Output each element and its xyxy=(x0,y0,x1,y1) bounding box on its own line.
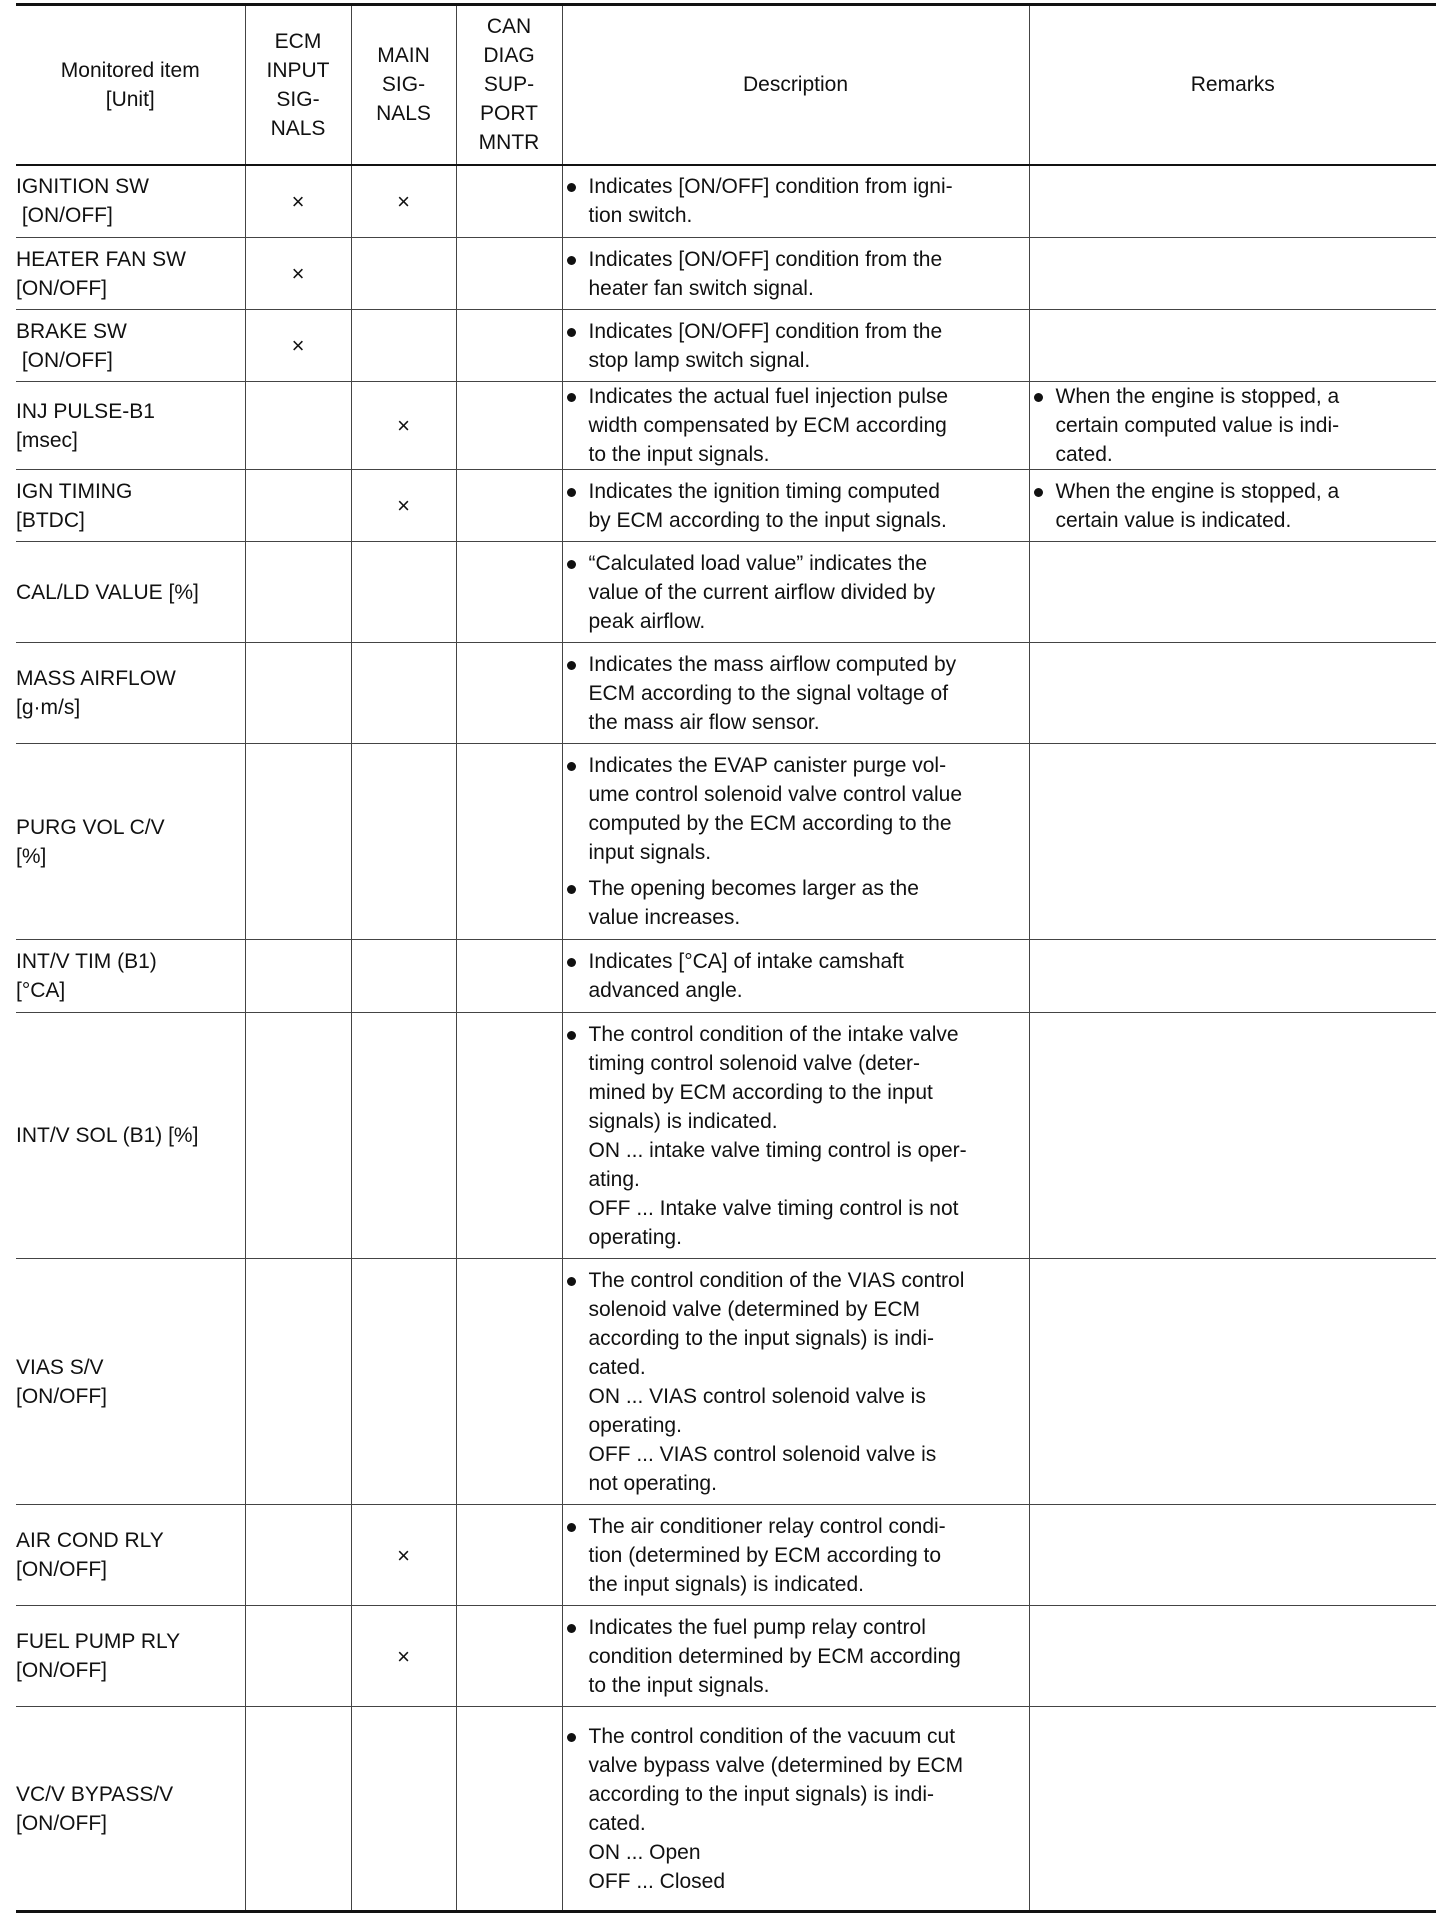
monitored-item-cell xyxy=(16,643,245,744)
main-mark-cell xyxy=(351,744,456,940)
bullet-dot-icon xyxy=(567,1523,576,1532)
table-header-row xyxy=(16,5,1436,165)
monitored-item-cell xyxy=(16,940,245,1013)
ecm-mark-cell xyxy=(245,744,351,940)
ecm-mark-cell xyxy=(245,1505,351,1606)
can-mark-cell xyxy=(456,165,562,238)
text-line: Indicates the fuel pump relay control xyxy=(588,1615,926,1639)
item-line: [ON/OFF] xyxy=(16,204,113,228)
text-line: operating. xyxy=(588,1413,682,1437)
text-line: condition determined by ECM according xyxy=(588,1644,961,1668)
can-mark-cell xyxy=(456,542,562,643)
table-row xyxy=(16,1707,1436,1912)
text-line: Indicates [°CA] of intake camshaft xyxy=(588,950,904,973)
item-line: INJ PULSE-B1 xyxy=(16,399,155,423)
can-mark-cell xyxy=(456,1606,562,1707)
description-cell xyxy=(562,744,1029,940)
text-line: Indicates the mass airflow computed by xyxy=(588,652,957,676)
bullet-item xyxy=(563,1722,1029,1896)
monitored-item-cell xyxy=(16,744,245,940)
bullet-dot-icon xyxy=(567,958,576,967)
description-cell xyxy=(562,470,1029,542)
text-line: certain computed value is indi- xyxy=(1055,414,1340,437)
bullet-item xyxy=(563,751,1029,867)
text-line: timing control solenoid valve (deter- xyxy=(588,1051,920,1075)
text-line: cated. xyxy=(588,1811,646,1835)
item-line: VIAS S/V xyxy=(16,1355,104,1379)
bullet-item xyxy=(563,1512,1029,1599)
remarks-cell xyxy=(1029,1707,1436,1912)
text-line: tion switch. xyxy=(588,204,693,228)
bullet-item xyxy=(563,317,1029,375)
text-line: valve bypass valve (determined by ECM xyxy=(588,1753,964,1777)
can-mark-cell xyxy=(456,1707,562,1912)
main-mark-cell xyxy=(351,940,456,1013)
text-line: cated. xyxy=(588,1355,646,1379)
bullet-item xyxy=(563,382,1029,469)
text-line: OFF ... VIAS control solenoid valve is xyxy=(588,1442,937,1466)
can-mark-cell xyxy=(456,643,562,744)
ecm-mark-cell: × xyxy=(245,165,351,238)
main-mark-cell xyxy=(351,1259,456,1505)
header-remarks: Remarks xyxy=(1029,5,1436,165)
table-row xyxy=(16,165,1436,238)
can-mark-cell xyxy=(456,238,562,310)
description-cell xyxy=(562,165,1029,238)
text-line: ON ... VIAS control solenoid valve is xyxy=(588,1384,926,1408)
table-row xyxy=(16,238,1436,310)
table-row xyxy=(16,542,1436,643)
text-line: When the engine is stopped, a xyxy=(1055,385,1340,408)
bullet-item xyxy=(563,477,1029,535)
text-line: ume control solenoid valve control value xyxy=(588,783,963,806)
ecm-mark-cell xyxy=(245,643,351,744)
table-row xyxy=(16,1259,1436,1505)
text-line: to the input signals. xyxy=(588,443,770,466)
ecm-mark-cell: × xyxy=(245,310,351,382)
table-row xyxy=(16,744,1436,940)
text-line: OFF ... Intake valve timing control is not xyxy=(588,1196,959,1220)
item-line: [°CA] xyxy=(16,979,66,1002)
monitored-item-cell xyxy=(16,1013,245,1259)
text-line: The control condition of the vacuum cut xyxy=(588,1724,956,1748)
main-mark-cell xyxy=(351,238,456,310)
text-line: not operating. xyxy=(588,1471,717,1495)
remarks-cell xyxy=(1029,382,1436,470)
text-line: Indicates [ON/OFF] condition from the xyxy=(588,319,943,343)
item-line: MASS AIRFLOW xyxy=(16,667,176,690)
description-cell xyxy=(562,1505,1029,1606)
text-line: solenoid valve (determined by ECM xyxy=(588,1297,920,1321)
item-line: [ON/OFF] xyxy=(16,1659,107,1682)
text-line: value of the current airflow divided by xyxy=(588,580,936,604)
description-cell xyxy=(562,940,1029,1013)
bullet-dot-icon xyxy=(567,1277,576,1286)
can-mark-cell xyxy=(456,744,562,940)
can-mark-cell xyxy=(456,1505,562,1606)
table-row xyxy=(16,310,1436,382)
table-row xyxy=(16,940,1436,1013)
text-line: ating. xyxy=(588,1167,640,1191)
item-line: [ON/OFF] xyxy=(16,1384,107,1408)
main-mark-cell xyxy=(351,1013,456,1259)
ecm-mark-cell: × xyxy=(245,238,351,310)
text-line: according to the input signals) is indi- xyxy=(588,1326,935,1350)
item-line: [ON/OFF] xyxy=(16,1558,107,1581)
text-line: “Calculated load value” indicates the xyxy=(588,551,928,575)
text-line: Indicates the EVAP canister purge vol- xyxy=(588,754,947,777)
bullet-item xyxy=(563,1613,1029,1700)
monitored-item-cell xyxy=(16,310,245,382)
text-line: Indicates [ON/OFF] condition from the xyxy=(588,247,943,271)
item-line: [ON/OFF] xyxy=(16,1811,107,1835)
text-line: tion (determined by ECM according to xyxy=(588,1543,941,1567)
item-line: IGNITION SW xyxy=(16,175,149,199)
text-line: stop lamp switch signal. xyxy=(588,348,811,372)
remarks-cell xyxy=(1029,542,1436,643)
main-mark-cell xyxy=(351,310,456,382)
can-mark-cell xyxy=(456,940,562,1013)
main-mark-cell xyxy=(351,643,456,744)
text-line: the input signals) is indicated. xyxy=(588,1572,864,1596)
ecm-mark-cell xyxy=(245,470,351,542)
item-line: FUEL PUMP RLY xyxy=(16,1630,181,1653)
monitored-item-cell xyxy=(16,1707,245,1912)
main-mark-cell: × xyxy=(351,382,456,470)
main-mark-cell: × xyxy=(351,1505,456,1606)
remarks-cell xyxy=(1029,238,1436,310)
item-line: [BTDC] xyxy=(16,508,85,532)
remarks-cell xyxy=(1029,643,1436,744)
table-row xyxy=(16,643,1436,744)
remarks-cell xyxy=(1029,165,1436,238)
bullet-item xyxy=(563,650,1029,737)
bullet-item xyxy=(563,1020,1029,1252)
item-line: BRAKE SW xyxy=(16,319,127,343)
text-line: ECM according to the signal voltage of xyxy=(588,681,949,705)
text-line: Indicates the ignition timing computed xyxy=(588,479,940,503)
can-mark-cell xyxy=(456,310,562,382)
remarks-cell xyxy=(1029,1606,1436,1707)
can-mark-cell xyxy=(456,1013,562,1259)
table-row xyxy=(16,382,1436,470)
text-line: The control condition of the intake valve xyxy=(588,1022,959,1046)
remarks-cell xyxy=(1029,744,1436,940)
remarks-cell xyxy=(1029,1505,1436,1606)
text-line: the mass air flow sensor. xyxy=(588,710,820,734)
text-line: ON ... intake valve timing control is oper- xyxy=(588,1138,967,1162)
text-line: input signals. xyxy=(588,841,712,864)
description-cell xyxy=(562,382,1029,470)
bullet-dot-icon xyxy=(567,560,576,569)
remarks-cell xyxy=(1029,310,1436,382)
bullet-dot-icon xyxy=(567,488,576,497)
header-ecm-input-signals: ECM INPUT SIG- NALS xyxy=(245,5,351,165)
text-line: Indicates [ON/OFF] condition from igni- xyxy=(588,175,953,199)
bullet-dot-icon xyxy=(567,328,576,337)
text-line: to the input signals. xyxy=(588,1673,770,1697)
remarks-cell xyxy=(1029,940,1436,1013)
ecm-mark-cell xyxy=(245,1259,351,1505)
description-cell xyxy=(562,542,1029,643)
text-line: mined by ECM according to the input xyxy=(588,1080,933,1104)
text-line: peak airflow. xyxy=(588,609,706,633)
bullet-item xyxy=(563,947,1029,1005)
item-line: HEATER FAN SW xyxy=(16,247,186,271)
text-line: The air conditioner relay control condi- xyxy=(588,1514,946,1538)
item-line: PURG VOL C/V xyxy=(16,815,165,839)
table-body xyxy=(16,165,1436,1912)
main-mark-cell xyxy=(351,542,456,643)
remarks-cell xyxy=(1029,1259,1436,1505)
table-row xyxy=(16,470,1436,542)
can-mark-cell xyxy=(456,382,562,470)
text-line: ON ... Open xyxy=(588,1840,701,1864)
description-cell xyxy=(562,1707,1029,1912)
bullet-item xyxy=(563,874,1029,932)
ecm-mark-cell xyxy=(245,1013,351,1259)
bullet-item xyxy=(1030,477,1437,535)
description-cell xyxy=(562,310,1029,382)
text-line: The control condition of the VIAS control xyxy=(588,1268,965,1292)
text-line: by ECM according to the input signals. xyxy=(588,508,947,532)
table-row xyxy=(16,1606,1436,1707)
bullet-item xyxy=(563,245,1029,303)
monitor-item-table xyxy=(16,3,1436,1913)
ecm-mark-cell xyxy=(245,940,351,1013)
item-line: [ON/OFF] xyxy=(16,276,107,300)
main-mark-cell: × xyxy=(351,1606,456,1707)
monitored-item-cell xyxy=(16,1505,245,1606)
monitored-item-cell xyxy=(16,238,245,310)
text-line: cated. xyxy=(1055,443,1113,466)
bullet-dot-icon xyxy=(567,256,576,265)
monitored-item-cell xyxy=(16,382,245,470)
main-mark-cell xyxy=(351,1707,456,1912)
item-line: INT/V TIM (B1) xyxy=(16,950,157,973)
can-mark-cell xyxy=(456,470,562,542)
text-line: certain value is indicated. xyxy=(1055,508,1292,532)
bullet-item xyxy=(563,172,1029,230)
bullet-dot-icon xyxy=(567,1624,576,1633)
header-can-diag-support-mntr: CAN DIAG SUP- PORT MNTR xyxy=(456,5,562,165)
text-line: OFF ... Closed xyxy=(588,1869,726,1893)
description-cell xyxy=(562,1259,1029,1505)
item-line: [msec] xyxy=(16,428,78,452)
item-line: [%] xyxy=(16,844,47,868)
ecm-mark-cell xyxy=(245,382,351,470)
main-mark-cell: × xyxy=(351,470,456,542)
description-cell xyxy=(562,1013,1029,1259)
item-line: CAL/LD VALUE [%] xyxy=(16,580,199,604)
bullet-dot-icon xyxy=(567,762,576,771)
text-line: computed by the ECM according to the xyxy=(588,812,952,835)
text-line: value increases. xyxy=(588,906,741,929)
header-monitored-item: Monitored item [Unit] xyxy=(16,5,245,165)
header-main-signals: MAIN SIG- NALS xyxy=(351,5,456,165)
header-description: Description xyxy=(562,5,1029,165)
monitored-item-cell xyxy=(16,1259,245,1505)
table-row xyxy=(16,1013,1436,1259)
bullet-dot-icon xyxy=(567,1031,576,1040)
bullet-dot-icon xyxy=(1034,488,1043,497)
item-line: INT/V SOL (B1) [%] xyxy=(16,1124,199,1147)
monitored-item-cell xyxy=(16,165,245,238)
ecm-mark-cell xyxy=(245,542,351,643)
text-line: heater fan switch signal. xyxy=(588,276,814,300)
bullet-item xyxy=(563,549,1029,636)
text-line: The opening becomes larger as the xyxy=(588,877,919,900)
bullet-item xyxy=(563,1266,1029,1498)
text-line: When the engine is stopped, a xyxy=(1055,479,1340,503)
ecm-mark-cell xyxy=(245,1606,351,1707)
description-cell xyxy=(562,238,1029,310)
text-line: Indicates the actual fuel injection pulse xyxy=(588,385,949,408)
description-cell xyxy=(562,1606,1029,1707)
text-line: advanced angle. xyxy=(588,979,743,1002)
bullet-item xyxy=(1030,382,1437,469)
remarks-cell xyxy=(1029,470,1436,542)
item-line: AIR COND RLY xyxy=(16,1529,164,1552)
bullet-dot-icon xyxy=(567,183,576,192)
can-mark-cell xyxy=(456,1259,562,1505)
table-row xyxy=(16,1505,1436,1606)
text-line: operating. xyxy=(588,1225,682,1249)
item-line: IGN TIMING xyxy=(16,479,133,503)
text-line: signals) is indicated. xyxy=(588,1109,778,1133)
text-line: width compensated by ECM according xyxy=(588,414,947,437)
text-line: according to the input signals) is indi- xyxy=(588,1782,935,1806)
description-cell xyxy=(562,643,1029,744)
main-mark-cell: × xyxy=(351,165,456,238)
monitored-item-cell xyxy=(16,1606,245,1707)
bullet-dot-icon xyxy=(1034,393,1043,402)
remarks-cell xyxy=(1029,1013,1436,1259)
item-line: [g·m/s] xyxy=(16,696,81,719)
bullet-dot-icon xyxy=(567,661,576,670)
bullet-dot-icon xyxy=(567,393,576,402)
monitored-item-cell xyxy=(16,470,245,542)
monitored-item-cell xyxy=(16,542,245,643)
bullet-dot-icon xyxy=(567,885,576,894)
item-line: [ON/OFF] xyxy=(16,348,113,372)
bullet-dot-icon xyxy=(567,1733,576,1742)
item-line: VC/V BYPASS/V xyxy=(16,1782,174,1806)
ecm-mark-cell xyxy=(245,1707,351,1912)
